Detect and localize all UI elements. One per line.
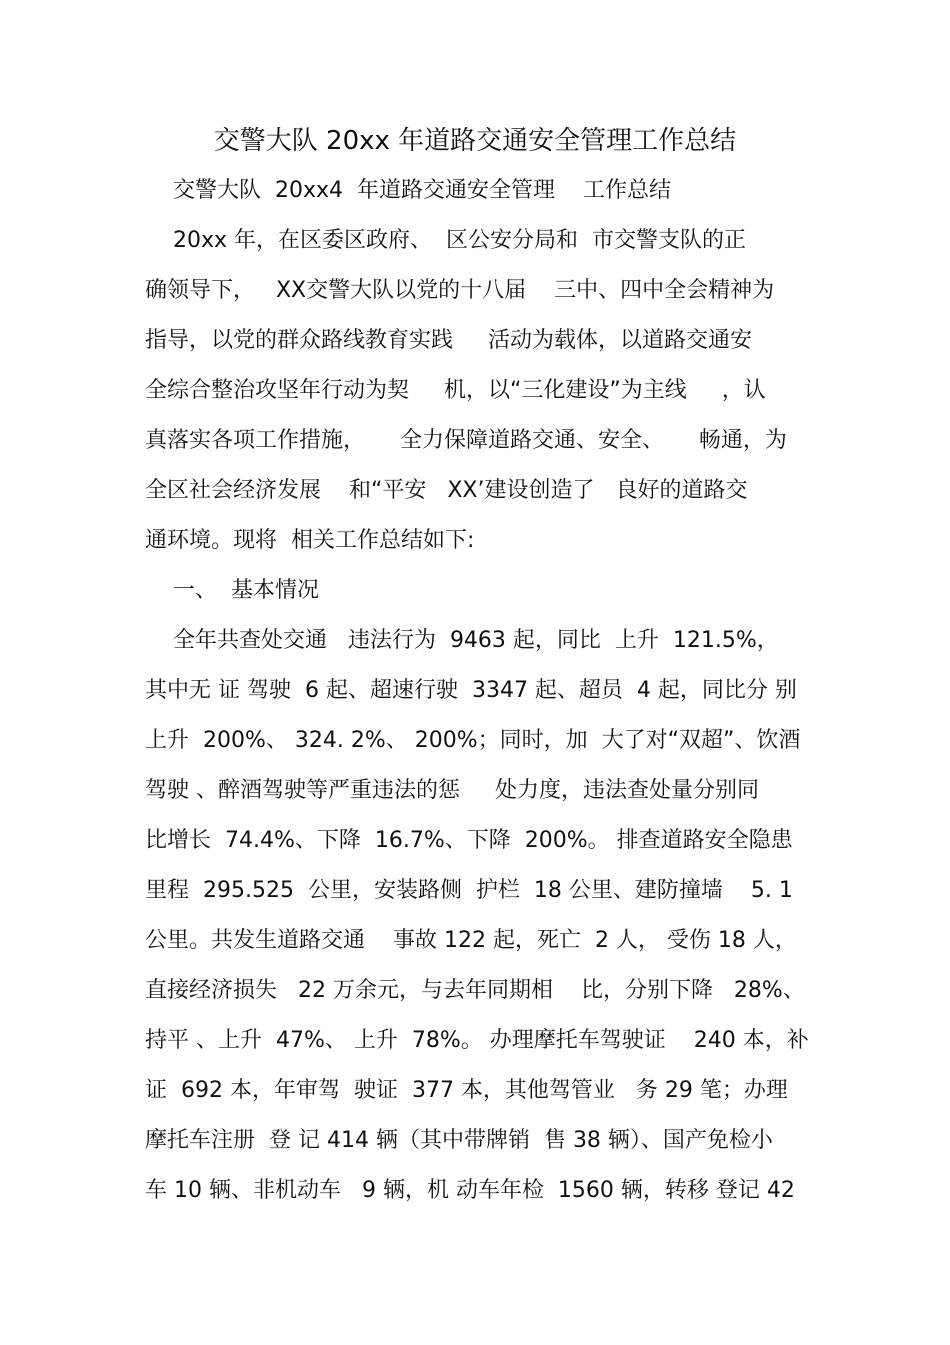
body-line: 持平 、上升 47%、 上升 78%。 办理摩托车驾驶证 240 本，补 — [145, 1028, 809, 1053]
body-line: 摩托车注册 登 记 414 辆（其中带牌销 售 38 辆）、国产免检小 — [145, 1128, 773, 1153]
body-line: 20xx 年，在区委区政府、 区公安分局和 市交警支队的正 — [145, 228, 746, 253]
document-title: 交警大队 20xx 年道路交通安全管理工作总结 — [213, 126, 737, 156]
body-line: 全综合整治攻坚年行动为契 机，以“三化建设”为主线 ，认 — [145, 378, 766, 403]
subtitle-line: 交警大队 20xx4 年道路交通安全管理 工作总结 — [145, 178, 671, 203]
body-line: 指导，以党的群众路线教育实践 活动为载体，以道路交通安 — [145, 328, 752, 353]
body-line: 驾驶 、醉酒驾驶等严重违法的惩 处力度，违法查处量分别同 — [145, 778, 759, 803]
body-line: 真落实各项工作措施， 全力保障道路交通、安全、 畅通，为 — [145, 428, 787, 453]
body-line: 上升 200%、 324. 2%、 200%；同时，加 大了对“双超”、饮酒 — [145, 728, 801, 753]
body-line: 全区社会经济发展 和“平安 XX’建设创造了 良好的道路交 — [145, 478, 748, 503]
body-line: 车 10 辆、非机动车 9 辆，机 动车年检 1560 辆，转移 登记 42 — [145, 1178, 795, 1203]
section-heading: 一、 基本情况 — [145, 578, 319, 603]
body-line: 比增长 74.4%、下降 16.7%、下降 200%。 排查道路安全隐患 — [145, 828, 793, 853]
body-line: 直接经济损失 22 万余元，与去年同期相 比，分别下降 28%、 — [145, 978, 805, 1003]
body-line: 公里。共发生道路交通 事故 122 起，死亡 2 人， 受伤 18 人， — [145, 928, 797, 953]
body-line: 确领导下， XX交警大队以党的十八届 三中、四中全会精神为 — [145, 278, 775, 303]
body-line: 证 692 本，年审驾 驶证 377 本，其他驾管业 务 29 笔；办理 — [145, 1078, 788, 1103]
body-line: 里程 295.525 公里，安装路侧 护栏 18 公里、建防撞墙 5. 1 — [145, 878, 793, 903]
body-line: 其中无 证 驾驶 6 起、超速行驶 3347 起、超员 4 起，同比分 别 — [145, 678, 797, 703]
body-line: 全年共查处交通 违法行为 9463 起，同比 上升 121.5%， — [145, 628, 779, 653]
body-line: 通环境。现将 相关工作总结如下: — [145, 528, 475, 553]
